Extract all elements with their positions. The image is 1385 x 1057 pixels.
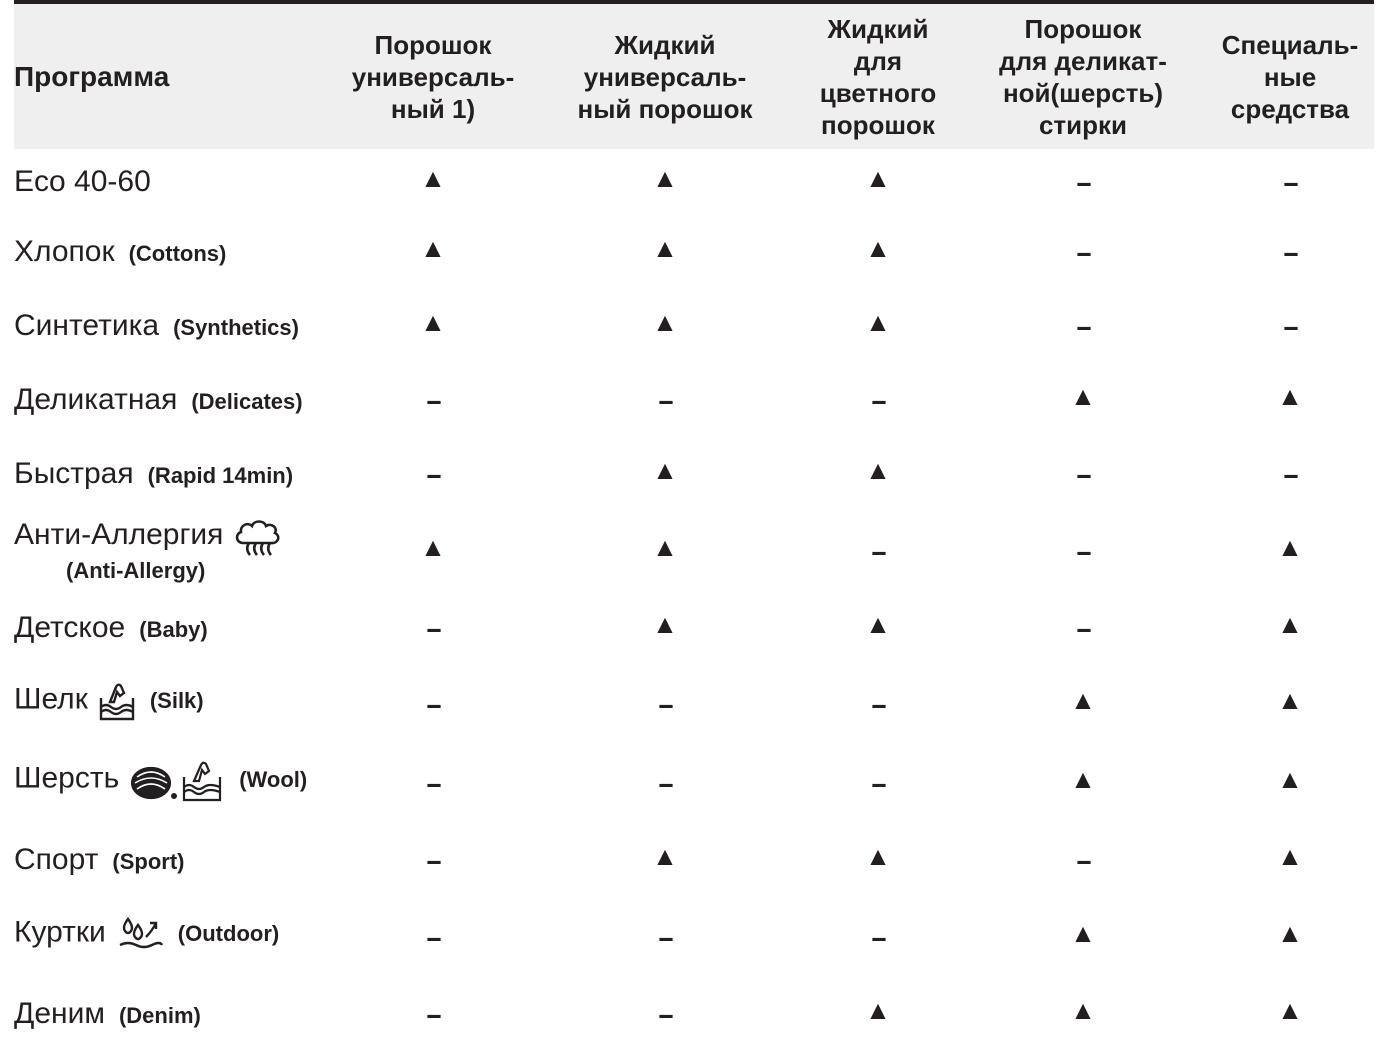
suitable-mark: ▲ [420,232,446,263]
compat-cell [796,149,960,215]
program-name-cell [14,977,332,1051]
header-special-agents: Специаль- ные средства [1206,4,1374,149]
not-suitable-mark: -- [426,612,440,643]
suitable-mark: ▲ [1277,994,1303,1025]
not-suitable-mark: -- [426,844,440,875]
compat-cell [1206,591,1374,665]
compat-cell [332,743,534,823]
not-suitable-mark: -- [871,921,885,952]
suitable-mark: ▲ [865,840,891,871]
suitable-mark: ▲ [1277,684,1303,715]
suitable-mark: ▲ [1277,917,1303,948]
compat-cell [796,437,960,511]
compat-cell [1206,437,1374,511]
compat-cell [796,289,960,363]
table-row [14,743,1374,823]
compat-cell [332,363,534,437]
suitable-mark: ▲ [420,531,446,562]
compat-cell [960,743,1206,823]
compat-cell [1206,215,1374,289]
not-suitable-mark: -- [871,535,885,566]
program-name-en: (Outdoor) [177,921,280,947]
program-name-cell [14,665,332,743]
not-suitable-mark: -- [426,767,440,798]
compat-cell [332,591,534,665]
not-suitable-mark: -- [1076,310,1090,341]
program-name-en: (Synthetics) [173,315,299,340]
program-name-cell [14,149,332,215]
table-body [14,149,1374,1051]
compat-cell [960,149,1206,215]
compat-cell [1206,897,1374,977]
suitable-mark: ▲ [1070,994,1096,1025]
header-delicate-powder: Порошок для деликат- ной(шерсть) стирки [960,4,1206,149]
suitable-mark: ▲ [652,608,678,639]
suitable-mark: ▲ [652,232,678,263]
not-suitable-mark: -- [1283,236,1297,267]
not-suitable-mark: -- [1076,166,1090,197]
suitable-mark: ▲ [652,306,678,337]
table-row [14,897,1374,977]
compat-cell [796,823,960,897]
suitable-mark: ▲ [1277,840,1303,871]
program-name-ru: Деликатная [14,383,178,416]
compat-cell [534,665,796,743]
compat-cell [960,591,1206,665]
header-liquid-color: Жидкий для цветного порошок [796,4,960,149]
compat-cell [332,149,534,215]
not-suitable-mark: -- [871,384,885,415]
compat-cell [796,591,960,665]
not-suitable-mark: -- [658,384,672,415]
suitable-mark: ▲ [1070,917,1096,948]
program-name-en: (Denim) [118,1003,201,1028]
program-name-cell [14,591,332,665]
suitable-mark: ▲ [1277,531,1303,562]
steam-icon [233,519,281,562]
compat-cell [534,215,796,289]
program-name-ru: Шерсть [14,761,120,795]
not-suitable-mark: -- [1076,236,1090,267]
program-name-en: (Silk) [149,688,204,714]
not-suitable-mark: -- [426,688,440,719]
not-suitable-mark: -- [1283,166,1297,197]
program-name-en: (Rapid 14min) [147,463,294,488]
compat-cell [534,977,796,1051]
suitable-mark: ▲ [1070,380,1096,411]
compat-cell [960,511,1206,591]
compat-cell [960,289,1206,363]
compat-cell [796,743,960,823]
detergent-compatibility-table [14,0,1374,1051]
program-name-en: (Anti-Allergy) [66,557,206,583]
header-row [14,4,1374,149]
table-row [14,511,1374,591]
wool-handwash-icon [129,759,225,808]
program-name-ru: Анти-Аллергия [14,518,224,552]
compat-cell [1206,511,1374,591]
suitable-mark: ▲ [1277,763,1303,794]
compat-cell [1206,289,1374,363]
not-suitable-mark: -- [426,998,440,1029]
suitable-mark: ▲ [420,162,446,193]
header-universal-powder: Порошок универсаль- ный 1) [332,4,534,149]
compat-cell [960,437,1206,511]
compat-cell [796,363,960,437]
compat-cell [332,215,534,289]
suitable-mark: ▲ [652,162,678,193]
not-suitable-mark: -- [1283,310,1297,341]
program-name-cell [14,437,332,511]
program-name-ru: Хлопок [14,235,115,268]
program-name-en: (Sport) [112,849,185,874]
suitable-mark: ▲ [1070,684,1096,715]
compat-cell [960,665,1206,743]
compat-cell [796,897,960,977]
program-name-ru: Шелк [14,682,88,716]
suitable-mark: ▲ [865,608,891,639]
compat-cell [534,897,796,977]
compat-cell [534,363,796,437]
compat-cell [534,743,796,823]
compat-cell [1206,149,1374,215]
compat-cell [332,977,534,1051]
compat-cell [534,289,796,363]
compat-cell [796,665,960,743]
compat-cell [960,215,1206,289]
program-name-ru: Синтетика [14,309,160,342]
compat-cell [534,591,796,665]
program-name-en: (Cottons) [128,241,227,266]
suitable-mark: ▲ [865,306,891,337]
compat-cell [534,437,796,511]
outdoor-icon [116,915,164,960]
compat-cell [960,823,1206,897]
program-name-cell [14,897,332,977]
not-suitable-mark: -- [658,998,672,1029]
not-suitable-mark: -- [1076,535,1090,566]
header-liquid-universal: Жидкий универсаль- ный порошок [534,4,796,149]
program-name-ru: Куртки [14,915,106,949]
table-row [14,215,1374,289]
suitable-mark: ▲ [652,840,678,871]
program-name-en: (Wool) [239,767,308,793]
compat-cell [332,665,534,743]
suitable-mark: ▲ [865,994,891,1025]
not-suitable-mark: -- [658,921,672,952]
table-row [14,665,1374,743]
not-suitable-mark: -- [426,384,440,415]
not-suitable-mark: -- [426,458,440,489]
not-suitable-mark: -- [1076,612,1090,643]
not-suitable-mark: -- [1076,844,1090,875]
table-row [14,437,1374,511]
suitable-mark: ▲ [1277,380,1303,411]
suitable-mark: ▲ [865,454,891,485]
not-suitable-mark: -- [658,767,672,798]
program-name-ru: Деним [14,997,105,1030]
not-suitable-mark: -- [1076,458,1090,489]
not-suitable-mark: -- [871,688,885,719]
header-program: Программа [14,4,332,149]
compat-cell [960,363,1206,437]
program-name-cell [14,823,332,897]
suitable-mark: ▲ [652,454,678,485]
compat-cell [1206,823,1374,897]
compat-cell [960,897,1206,977]
table-row [14,363,1374,437]
compat-cell [534,149,796,215]
compat-cell [1206,977,1374,1051]
suitable-mark: ▲ [865,162,891,193]
compat-cell [1206,665,1374,743]
handwash-icon [98,682,136,727]
table-row [14,591,1374,665]
suitable-mark: ▲ [652,531,678,562]
compat-cell [332,897,534,977]
compat-cell [332,289,534,363]
suitable-mark: ▲ [1070,763,1096,794]
compat-cell [796,977,960,1051]
suitable-mark: ▲ [865,232,891,263]
program-name-cell [14,215,332,289]
compat-cell [960,977,1206,1051]
not-suitable-mark: -- [426,921,440,952]
suitable-mark: ▲ [1277,608,1303,639]
compat-cell [796,215,960,289]
not-suitable-mark: -- [871,767,885,798]
compat-cell [332,437,534,511]
suitable-mark: ▲ [420,306,446,337]
compat-cell [1206,743,1374,823]
program-name-cell [14,511,332,591]
not-suitable-mark: -- [658,688,672,719]
table-row [14,289,1374,363]
program-name-cell [14,289,332,363]
compat-cell [534,511,796,591]
program-name-en: (Delicates) [191,389,303,414]
compat-cell [534,823,796,897]
table-row [14,977,1374,1051]
not-suitable-mark: -- [1283,458,1297,489]
program-name-cell [14,743,332,823]
table-row [14,823,1374,897]
program-name-ru: Детское [14,611,126,644]
compat-cell [1206,363,1374,437]
program-name-ru: Eco 40-60 [14,165,151,198]
table-row [14,149,1374,215]
program-name-ru: Спорт [14,843,99,876]
compat-cell [332,823,534,897]
compat-cell [332,511,534,591]
compat-cell [796,511,960,591]
program-name-cell [14,363,332,437]
program-name-ru: Быстрая [14,457,134,490]
program-name-en: (Baby) [139,617,208,642]
